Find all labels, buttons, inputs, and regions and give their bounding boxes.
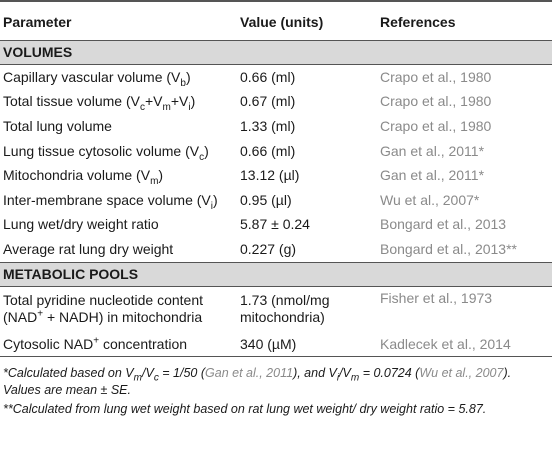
table-row bbox=[0, 139, 552, 164]
header-parameter: Parameter bbox=[3, 13, 72, 30]
value-cell: 0.227 (g) bbox=[240, 240, 297, 257]
value-cell: 1.73 (nmol/mg mitochondria) bbox=[240, 292, 330, 326]
table-row bbox=[0, 332, 552, 357]
citation-link[interactable]: Wu et al., 2007 bbox=[419, 366, 504, 381]
parameter-cell: Inter-membrane space volume $(V_i)$ bbox=[3, 191, 218, 212]
value-cell: 13.12 (µl) bbox=[240, 167, 300, 184]
table-row bbox=[0, 163, 552, 188]
section-title: METABOLIC POOLS bbox=[0, 262, 552, 286]
table-row bbox=[0, 65, 552, 90]
reference-cell: Gan et al., 2011* bbox=[380, 167, 485, 184]
section-row-metabolic-pools bbox=[0, 262, 552, 286]
table-row bbox=[0, 90, 552, 115]
citation-link[interactable]: Gan et al., 2011 bbox=[205, 366, 294, 381]
reference-cell: Kadlecek et al., 2014 bbox=[380, 332, 552, 357]
value-cell: 1.33 (ml) bbox=[240, 117, 296, 134]
reference-cell: Gan et al., 2011* bbox=[380, 142, 485, 159]
reference-cell: Crapo et al., 1980 bbox=[380, 93, 492, 110]
footnote-1: *Calculated based on $V_m/V_c = 1/50$ (Gan et al., 2011), and $V_i/V_m = 0.0724$ (Wu et al., 2007). Values are mean ± SE. bbox=[3, 366, 512, 398]
value-cell: 0.67 (ml) bbox=[240, 93, 296, 110]
parameter-cell: Lung tissue cytosolic volume $(V_c)$ bbox=[3, 142, 209, 163]
reference-cell: Fisher et al., 1973 bbox=[380, 289, 493, 306]
table-row bbox=[0, 114, 552, 139]
reference-cell: Crapo et al., 1980 bbox=[380, 68, 492, 85]
header-value: Value (units) bbox=[240, 13, 324, 30]
parameter-cell: Mitochondria volume $(V_m)$ bbox=[3, 167, 164, 187]
value-cell: 0.66 (ml) bbox=[240, 68, 296, 85]
parameter-cell: Total lung volume bbox=[3, 117, 112, 134]
parameter-cell: Lung wet/dry weight ratio bbox=[3, 216, 159, 233]
value-cell: 340 (µM) bbox=[240, 332, 380, 357]
parameter-cell: Total tissue volume $(V_c+V_m+V_i)$ bbox=[3, 93, 196, 114]
table-row bbox=[0, 213, 552, 238]
section-row-volumes bbox=[0, 41, 552, 65]
header-references: References bbox=[380, 13, 456, 30]
parameter-cell: Total pyridine nucleotide content (NAD+ + NADH) in mitochondria bbox=[3, 292, 204, 326]
parameter-cell: Capillary vascular volume $(V_b)$ bbox=[3, 68, 191, 89]
section-title: VOLUMES bbox=[0, 41, 552, 65]
value-cell: 0.95 (µl) bbox=[240, 191, 292, 208]
table-row bbox=[0, 188, 552, 213]
header-row bbox=[0, 1, 552, 41]
parameter-cell: Cytosolic NAD+ concentration bbox=[0, 332, 240, 357]
table-row bbox=[0, 286, 552, 332]
reference-cell: Wu et al., 2007* bbox=[380, 191, 480, 208]
table-row bbox=[0, 237, 552, 262]
value-cell: 5.87 ± 0.24 bbox=[240, 216, 310, 233]
reference-cell: Bongard et al., 2013** bbox=[380, 240, 517, 257]
reference-cell: Bongard et al., 2013 bbox=[380, 216, 507, 233]
reference-cell: Crapo et al., 1980 bbox=[380, 117, 492, 134]
footnote-2: **Calculated from lung wet weight based on rat lung wet weight/ dry weight ratio = 5.87. bbox=[3, 402, 487, 417]
value-cell: 0.66 (ml) bbox=[240, 142, 296, 159]
parameter-cell: Average rat lung dry weight bbox=[3, 240, 174, 257]
table-footnotes bbox=[0, 357, 552, 418]
